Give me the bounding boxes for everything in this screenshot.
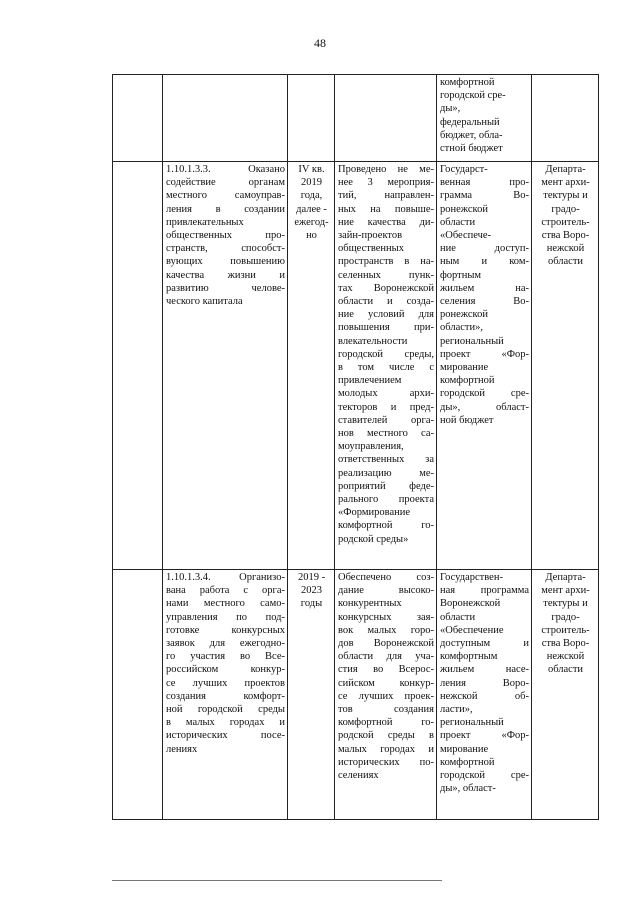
- text-line: мент архи-: [541, 177, 590, 189]
- text-line: вана работа с орга-: [166, 585, 285, 597]
- text-line: «Обеспече-: [440, 230, 492, 242]
- period-cell: [288, 570, 335, 820]
- text-line: года,: [300, 190, 323, 202]
- text-line: федеральный: [440, 116, 500, 128]
- text-line: родской среды»: [338, 533, 409, 545]
- text-line: IV кв.: [298, 164, 325, 175]
- text-line: малых городах и: [338, 743, 434, 755]
- period-cell: [288, 75, 335, 162]
- footer-rule: [112, 880, 442, 881]
- text-line: стной бюджет: [440, 143, 503, 155]
- text-line: реализацию ме-: [338, 467, 434, 479]
- text-line: повышения при-: [338, 322, 434, 334]
- funding-cell: [437, 162, 532, 570]
- text-line: местного самоуправ-: [166, 190, 285, 202]
- text-line: строитель-: [541, 216, 590, 228]
- text-line: селения Во-: [440, 296, 529, 308]
- text-line: родской среды в: [338, 730, 434, 742]
- text-line: области»,: [440, 322, 483, 334]
- text-line: привлекательных: [166, 216, 244, 228]
- responsible-cell: [532, 570, 599, 820]
- text-line: в том числе с: [338, 362, 434, 374]
- text-line: се лучших проек-: [338, 690, 434, 702]
- text-line: ческого капитала: [166, 296, 243, 308]
- action-cell: [163, 570, 288, 820]
- text-line: тий, направлен-: [338, 190, 434, 202]
- text-line: городской среды,: [338, 348, 434, 360]
- text-line: конкурсных зая-: [338, 611, 434, 623]
- text-line: тектуры и: [543, 598, 588, 610]
- text-line: конкурентных: [338, 598, 402, 610]
- text-line: Проведено не ме-: [338, 164, 434, 175]
- text-line: проект «Фор-: [440, 348, 529, 360]
- text-line: нов местного са-: [338, 428, 434, 440]
- text-line: ответственных за: [338, 454, 434, 466]
- text-line: но: [306, 230, 317, 242]
- text-line: ным и ком-: [440, 256, 529, 268]
- text-line: тах Воронежской: [338, 282, 434, 294]
- funding-cell: [437, 75, 532, 162]
- text-line: в малых городах и: [166, 717, 285, 729]
- result-cell: [335, 75, 437, 162]
- plan-table: [112, 74, 599, 820]
- text-line: 1.10.1.3.3. Оказано: [166, 164, 285, 175]
- responsible-cell: [532, 162, 599, 570]
- text-line: лениях: [166, 743, 198, 755]
- text-line: развитию челове-: [166, 282, 285, 294]
- text-line: комфортной: [440, 756, 495, 768]
- text-line: нами местного само-: [166, 598, 285, 610]
- text-line: городской сре-: [440, 770, 529, 782]
- text-line: ние условий для: [338, 309, 434, 321]
- text-line: сийском конкур-: [338, 677, 434, 689]
- text-line: нее 3 мероприя-: [338, 177, 434, 189]
- text-line: комфортной: [440, 77, 495, 88]
- text-line: ние доступ-: [440, 243, 529, 255]
- text-line: го участия во Все-: [166, 651, 285, 663]
- text-line: комфортной го-: [338, 717, 434, 729]
- text-line: Государст-: [440, 164, 488, 175]
- table-row: [113, 570, 599, 820]
- text-line: комфортной го-: [338, 520, 434, 532]
- text-line: ная программа: [440, 585, 529, 597]
- text-line: дов Воронежской: [338, 638, 434, 650]
- text-line: мирование: [440, 362, 489, 374]
- blank-cell: [113, 75, 163, 162]
- text-line: области и созда-: [338, 296, 434, 308]
- text-line: исторических по-: [338, 756, 434, 768]
- text-line: ежегод-: [294, 216, 329, 228]
- text-line: градо-: [551, 203, 580, 215]
- text-line: жильем на-: [440, 282, 529, 294]
- text-line: 2023: [301, 585, 322, 597]
- responsible-cell: [532, 75, 599, 162]
- text-line: Воронежской: [440, 598, 501, 610]
- text-line: городской сре-: [440, 388, 529, 400]
- blank-cell: [113, 162, 163, 570]
- text-line: нежской: [546, 243, 585, 255]
- blank-cell: [113, 570, 163, 820]
- funding-cell: [437, 570, 532, 820]
- text-line: бюджет, обла-: [440, 129, 503, 141]
- table-row: [113, 75, 599, 162]
- text-line: качества жизни и: [166, 269, 285, 281]
- text-line: ласти»,: [440, 704, 473, 716]
- text-line: вок малых горо-: [338, 624, 434, 636]
- text-line: странств, способст-: [166, 243, 285, 255]
- text-line: рального проекта: [338, 494, 434, 506]
- text-line: 2019 -: [297, 572, 326, 583]
- text-line: нежской: [546, 651, 585, 663]
- text-line: мирование: [440, 743, 489, 755]
- result-cell: [335, 570, 437, 820]
- text-line: ды»,: [440, 103, 461, 115]
- text-line: мент архи-: [541, 585, 590, 597]
- text-line: общественных про-: [166, 230, 285, 242]
- text-line: стия во Всерос-: [338, 664, 434, 676]
- text-line: тов создания: [338, 704, 434, 716]
- table-row: [113, 162, 599, 570]
- text-line: привлечением: [338, 375, 402, 387]
- text-line: региональный: [440, 335, 504, 347]
- text-line: ставителей орга-: [338, 414, 434, 426]
- result-cell: [335, 162, 437, 570]
- text-line: общественных: [338, 243, 404, 255]
- text-line: ние качества ди-: [338, 216, 434, 228]
- text-line: ды», област-: [440, 783, 496, 795]
- text-line: «Обеспечение: [440, 624, 504, 636]
- text-line: заявок для ежегодно-: [166, 638, 285, 650]
- text-line: роприятий феде-: [338, 480, 434, 492]
- text-line: Обеспечено соз-: [338, 572, 434, 583]
- text-line: ства Воро-: [541, 638, 590, 650]
- text-line: управления по под-: [166, 611, 285, 623]
- text-line: готовке конкурсных: [166, 624, 285, 636]
- text-line: нежской об-: [440, 690, 529, 702]
- text-line: «Формирование: [338, 507, 411, 519]
- text-line: комфортной: [440, 375, 495, 387]
- text-line: зайн-проектов: [338, 230, 403, 242]
- text-line: ных на повыше-: [338, 203, 434, 215]
- text-line: ления Воро-: [440, 677, 529, 689]
- text-line: доступным и: [440, 638, 529, 650]
- action-cell: [163, 75, 288, 162]
- period-cell: [288, 162, 335, 570]
- text-line: строитель-: [541, 624, 590, 636]
- text-line: текторов и пред-: [338, 401, 434, 413]
- text-line: области: [547, 256, 584, 268]
- text-line: се лучших проектов: [166, 677, 285, 689]
- text-line: пространств в на-: [338, 256, 434, 268]
- text-line: создания комфорт-: [166, 690, 285, 702]
- text-line: далее -: [296, 203, 327, 215]
- text-line: ронежской: [440, 309, 488, 321]
- text-line: области: [440, 611, 476, 623]
- action-cell: [163, 162, 288, 570]
- text-line: городской сре-: [440, 90, 506, 102]
- text-line: селениях: [338, 770, 379, 782]
- text-line: тектуры и: [543, 190, 588, 202]
- text-line: грамма Во-: [440, 190, 529, 202]
- text-line: ды», област-: [440, 401, 529, 413]
- text-line: моуправления,: [338, 441, 404, 453]
- text-line: дание высоко-: [338, 585, 434, 597]
- text-line: комфортным: [440, 651, 498, 663]
- text-line: ной бюджет: [440, 414, 494, 426]
- text-line: содействие органам: [166, 177, 285, 189]
- text-line: Департа-: [545, 572, 586, 583]
- text-line: 1.10.1.3.4. Организо-: [166, 572, 285, 583]
- page-number: 48: [314, 36, 326, 50]
- text-line: ления в создании: [166, 203, 285, 215]
- text-line: Государствен-: [440, 572, 503, 583]
- text-line: венная про-: [440, 177, 529, 189]
- text-line: молодых архи-: [338, 388, 434, 400]
- text-line: влекательности: [338, 335, 408, 347]
- text-line: региональный: [440, 717, 504, 729]
- text-line: вующих повышению: [166, 256, 285, 268]
- text-line: ной городской среды: [166, 704, 285, 716]
- text-line: ства Воро-: [541, 230, 590, 242]
- text-line: области для уча-: [338, 651, 434, 663]
- text-line: жильем насе-: [440, 664, 529, 676]
- text-line: области: [440, 216, 476, 228]
- text-line: 2019: [301, 177, 322, 189]
- text-line: селенных пунк-: [338, 269, 434, 281]
- text-line: области: [547, 664, 584, 676]
- text-line: градо-: [551, 611, 580, 623]
- text-line: Департа-: [545, 164, 586, 175]
- text-line: ронежской: [440, 203, 488, 215]
- text-line: годы: [300, 598, 323, 610]
- text-line: фортным: [440, 269, 482, 281]
- text-line: проект «Фор-: [440, 730, 529, 742]
- text-line: исторических посе-: [166, 730, 285, 742]
- text-line: российском конкур-: [166, 664, 285, 676]
